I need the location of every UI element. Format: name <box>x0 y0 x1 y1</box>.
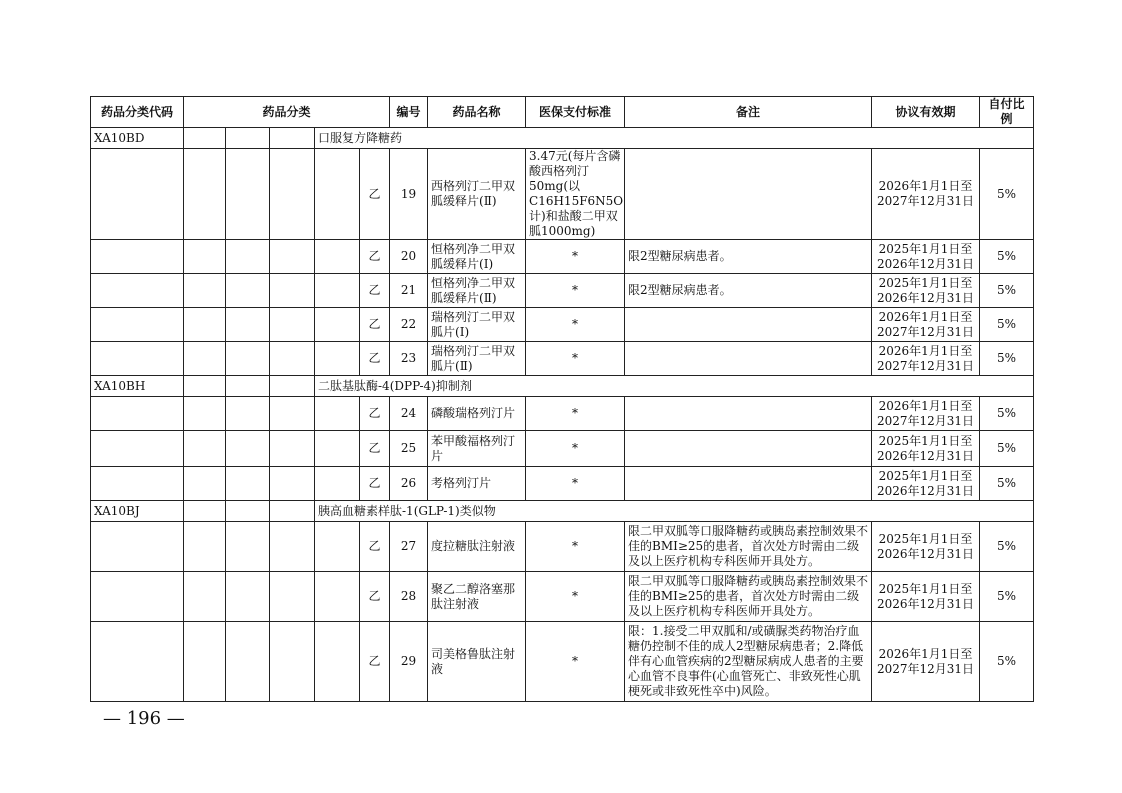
validity-cell: 2025年1月1日至2026年12月31日 <box>872 522 980 572</box>
grade-cell: 乙 <box>360 522 390 572</box>
table-row <box>91 522 1034 572</box>
standard-cell: 3.47元(每片含磷酸西格列汀50mg(以C16H15F6N5O计)和盐酸二甲双胍1000mg) <box>526 149 625 240</box>
standard-cell: * <box>526 572 625 622</box>
drug-name-cell: 瑞格列汀二甲双胍片(Ⅱ) <box>428 342 526 376</box>
header-standard: 医保支付标准 <box>526 97 625 128</box>
grade-cell: 乙 <box>360 572 390 622</box>
ratio-cell: 5% <box>980 149 1034 240</box>
ratio-cell: 5% <box>980 522 1034 572</box>
number-cell: 25 <box>390 431 428 467</box>
validity-cell: 2025年1月1日至2026年12月31日 <box>872 572 980 622</box>
grade-cell: 乙 <box>360 274 390 308</box>
standard-cell: * <box>526 342 625 376</box>
table-row <box>91 308 1034 342</box>
number-cell: 24 <box>390 397 428 431</box>
grade-cell: 乙 <box>360 240 390 274</box>
number-cell: 27 <box>390 522 428 572</box>
number-cell: 23 <box>390 342 428 376</box>
ratio-cell: 5% <box>980 274 1034 308</box>
remark-cell <box>625 308 872 342</box>
table-row <box>91 622 1034 702</box>
number-cell: 29 <box>390 622 428 702</box>
header-category: 药品分类 <box>184 97 390 128</box>
category-row <box>91 376 1034 397</box>
standard-cell: * <box>526 240 625 274</box>
table-row <box>91 149 1034 240</box>
drug-name-cell: 恒格列净二甲双胍缓释片(Ⅱ) <box>428 274 526 308</box>
validity-cell: 2026年1月1日至2027年12月31日 <box>872 342 980 376</box>
drug-name-cell: 聚乙二醇洛塞那肽注射液 <box>428 572 526 622</box>
remark-cell: 限：1.接受二甲双胍和/或磺脲类药物治疗血糖仍控制不佳的成人2型糖尿病患者；2.降低伴有心血管疾病的2型糖尿病成人患者的主要心血管不良事件(心血管死亡、非致死性心肌梗死或非致死性卒中)风险。 <box>625 622 872 702</box>
ratio-cell: 5% <box>980 240 1034 274</box>
table-row <box>91 572 1034 622</box>
header-code: 药品分类代码 <box>91 97 184 128</box>
standard-cell: * <box>526 308 625 342</box>
remark-cell <box>625 467 872 501</box>
grade-cell: 乙 <box>360 431 390 467</box>
remark-cell <box>625 431 872 467</box>
standard-cell: * <box>526 522 625 572</box>
table-row <box>91 397 1034 431</box>
remark-cell: 限二甲双胍等口服降糖药或胰岛素控制效果不佳的BMI≥25的患者，首次处方时需由二级及以上医疗机构专科医师开具处方。 <box>625 522 872 572</box>
ratio-cell: 5% <box>980 308 1034 342</box>
number-cell: 28 <box>390 572 428 622</box>
header-name: 药品名称 <box>428 97 526 128</box>
standard-cell: * <box>526 622 625 702</box>
header-row <box>91 97 1034 128</box>
drug-name-cell: 瑞格列汀二甲双胍片(Ⅰ) <box>428 308 526 342</box>
header-ratio: 自付比例 <box>980 97 1034 128</box>
ratio-cell: 5% <box>980 467 1034 501</box>
grade-cell: 乙 <box>360 622 390 702</box>
category-name: 口服复方降糖药 <box>315 128 1034 149</box>
number-cell: 22 <box>390 308 428 342</box>
remark-cell <box>625 397 872 431</box>
ratio-cell: 5% <box>980 622 1034 702</box>
validity-cell: 2025年1月1日至2026年12月31日 <box>872 240 980 274</box>
table-row <box>91 240 1034 274</box>
validity-cell: 2026年1月1日至2027年12月31日 <box>872 397 980 431</box>
validity-cell: 2025年1月1日至2026年12月31日 <box>872 431 980 467</box>
validity-cell: 2025年1月1日至2026年12月31日 <box>872 467 980 501</box>
category-code: XA10BD <box>91 128 184 149</box>
table-row <box>91 431 1034 467</box>
number-cell: 26 <box>390 467 428 501</box>
validity-cell: 2026年1月1日至2027年12月31日 <box>872 622 980 702</box>
validity-cell: 2026年1月1日至2027年12月31日 <box>872 308 980 342</box>
header-number: 编号 <box>390 97 428 128</box>
remark-cell <box>625 342 872 376</box>
page-number: — 196 — <box>103 708 185 729</box>
remark-cell: 限2型糖尿病患者。 <box>625 274 872 308</box>
grade-cell: 乙 <box>360 467 390 501</box>
drug-name-cell: 恒格列净二甲双胍缓释片(Ⅰ) <box>428 240 526 274</box>
header-remark: 备注 <box>625 97 872 128</box>
drug-name-cell: 司美格鲁肽注射液 <box>428 622 526 702</box>
drug-table <box>90 96 1034 702</box>
number-cell: 21 <box>390 274 428 308</box>
category-row <box>91 501 1034 522</box>
remark-cell <box>625 149 872 240</box>
category-code: XA10BH <box>91 376 184 397</box>
number-cell: 19 <box>390 149 428 240</box>
category-row <box>91 128 1034 149</box>
number-cell: 20 <box>390 240 428 274</box>
remark-cell: 限二甲双胍等口服降糖药或胰岛素控制效果不佳的BMI≥25的患者，首次处方时需由二级及以上医疗机构专科医师开具处方。 <box>625 572 872 622</box>
standard-cell: * <box>526 274 625 308</box>
standard-cell: * <box>526 397 625 431</box>
drug-name-cell: 西格列汀二甲双胍缓释片(Ⅱ) <box>428 149 526 240</box>
drug-name-cell: 苯甲酸福格列汀片 <box>428 431 526 467</box>
validity-cell: 2026年1月1日至2027年12月31日 <box>872 149 980 240</box>
category-name: 胰高血糖素样肽-1(GLP-1)类似物 <box>315 501 1034 522</box>
ratio-cell: 5% <box>980 342 1034 376</box>
grade-cell: 乙 <box>360 397 390 431</box>
table-row <box>91 342 1034 376</box>
drug-name-cell: 度拉糖肽注射液 <box>428 522 526 572</box>
grade-cell: 乙 <box>360 342 390 376</box>
standard-cell: * <box>526 431 625 467</box>
header-validity: 协议有效期 <box>872 97 980 128</box>
ratio-cell: 5% <box>980 431 1034 467</box>
ratio-cell: 5% <box>980 397 1034 431</box>
category-code: XA10BJ <box>91 501 184 522</box>
drug-name-cell: 磷酸瑞格列汀片 <box>428 397 526 431</box>
standard-cell: * <box>526 467 625 501</box>
grade-cell: 乙 <box>360 149 390 240</box>
remark-cell: 限2型糖尿病患者。 <box>625 240 872 274</box>
grade-cell: 乙 <box>360 308 390 342</box>
table-row <box>91 274 1034 308</box>
ratio-cell: 5% <box>980 572 1034 622</box>
validity-cell: 2025年1月1日至2026年12月31日 <box>872 274 980 308</box>
category-name: 二肽基肽酶-4(DPP-4)抑制剂 <box>315 376 1034 397</box>
drug-name-cell: 考格列汀片 <box>428 467 526 501</box>
table-row <box>91 467 1034 501</box>
